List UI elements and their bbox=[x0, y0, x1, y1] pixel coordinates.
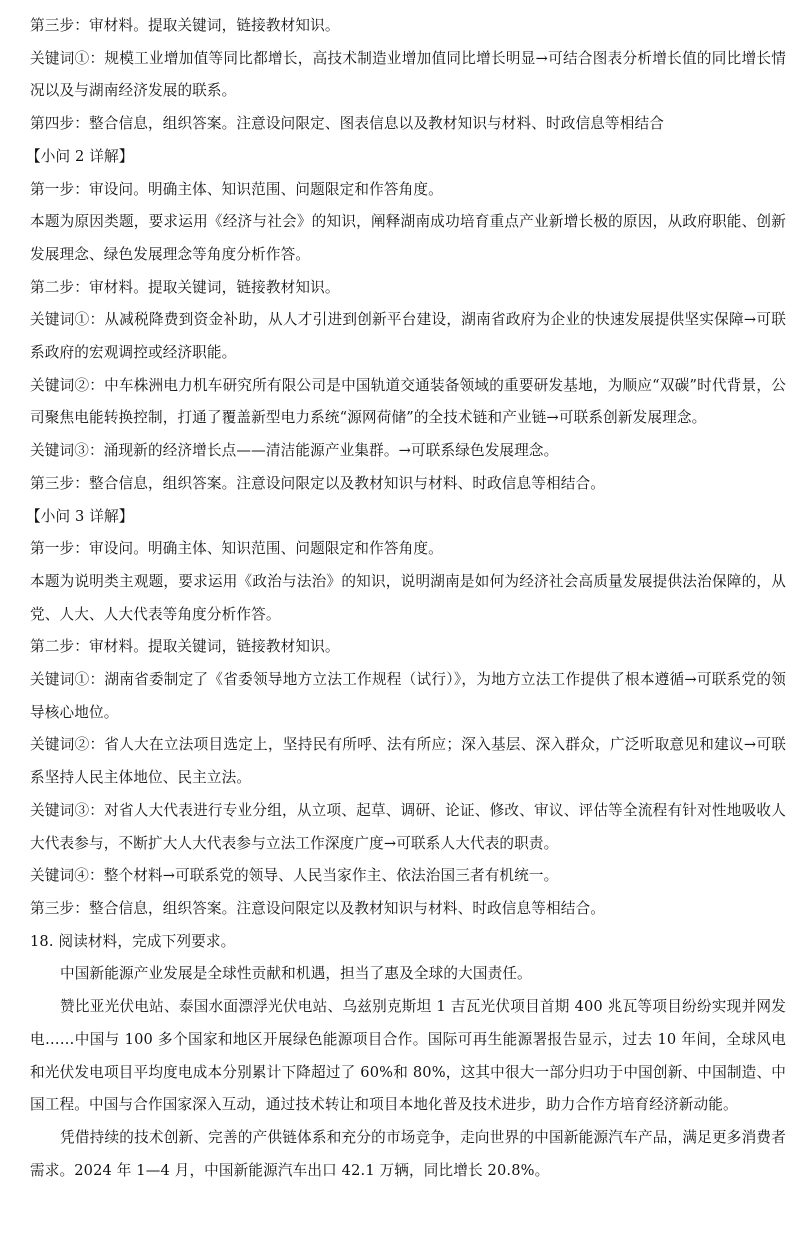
material-paragraph-2: 赞比亚光伏电站、泰国水面漂浮光伏电站、乌兹别克斯坦 1 吉瓦光伏项目首期 400 兆瓦等项目纷纷实现并网发电……中国与 100 多个国家和地区开展绿色能源项目合作。国际可再生能源署报告显示，过去 10 年间，全球风电和光伏发电项目平均度电成本分别累计下降超过了 60%和 80%，这其中很大一部分归功于中国创新、中国制造、中国工程。中国与合作国家深入互动，通过技术转让和项目本地化普及技术进步，助力合作方培育经济新动能。 bbox=[30, 998, 786, 1114]
q3-keyword-4: 关键词④：整个材料→可联系党的领导、人民当家作主、依法治国三者有机统一。 bbox=[30, 867, 559, 885]
question-18-title: 18. 阅读材料，完成下列要求。 bbox=[30, 932, 236, 950]
q2-step1: 第一步：审设问。明确主体、知识范围、问题限定和作答角度。 bbox=[30, 180, 443, 198]
material-paragraph-1: 中国新能源产业发展是全球性贡献和机遇，担当了惠及全球的大国责任。 bbox=[60, 965, 532, 983]
q3-header: 【小问 3 详解】 bbox=[26, 507, 134, 525]
q1-step4: 第四步：整合信息，组织答案。注意设问限定、图表信息以及教材知识与材料、时政信息等相结合 bbox=[30, 115, 664, 133]
q2-description: 本题为原因类题，要求运用《经济与社会》的知识，阐释湖南成功培育重点产业新增长极的原因，从政府职能、创新发展理念、绿色发展理念等角度分析作答。 bbox=[30, 213, 786, 263]
q2-keyword-1: 关键词①：从减税降费到资金补助，从人才引进到创新平台建设，湖南省政府为企业的快速发展提供坚实保障→可联系政府的宏观调控或经济职能。 bbox=[30, 311, 786, 362]
q3-keyword-2: 关键词②：省人大在立法项目选定上，坚持民有所呼、法有所应；深入基层、深入群众，广泛听取意见和建议→可联系坚持人民主体地位、民主立法。 bbox=[30, 736, 786, 787]
q3-step1: 第一步：审设问。明确主体、知识范围、问题限定和作答角度。 bbox=[30, 540, 443, 558]
q3-description: 本题为说明类主观题，要求运用《政治与法治》的知识，说明湖南是如何为经济社会高质量发展提供法治保障的，从党、人大、人大代表等角度分析作答。 bbox=[30, 572, 786, 623]
q3-step2: 第二步：审材料。提取关键词，链接教材知识。 bbox=[30, 638, 340, 656]
q2-step2: 第二步：审材料。提取关键词，链接教材知识。 bbox=[30, 278, 340, 296]
q2-keyword-3: 关键词③：涌现新的经济增长点——清洁能源产业集群。→可联系绿色发展理念。 bbox=[30, 442, 559, 460]
q1-keyword-1: 关键词①：规模工业增加值等同比都增长，高技术制造业增加值同比增长明显→可结合图表分析增长值的同比增长情况以及与湖南经济发展的联系。 bbox=[30, 49, 786, 100]
q3-keyword-1: 关键词①：湖南省委制定了《省委领导地方立法工作规程（试行）》，为地方立法工作提供了根本遵循→可联系党的领导核心地位。 bbox=[30, 671, 786, 721]
q2-header: 【小问 2 详解】 bbox=[26, 147, 134, 165]
q2-step3: 第三步：整合信息，组织答案。注意设问限定以及教材知识与材料、时政信息等相结合。 bbox=[30, 474, 606, 492]
q3-step3: 第三步：整合信息，组织答案。注意设问限定以及教材知识与材料、时政信息等相结合。 bbox=[30, 899, 606, 917]
q2-keyword-2: 关键词②：中车株洲电力机车研究所有限公司是中国轨道交通装备领域的重要研发基地，为顺应“双碳”时代背景，公司聚焦电能转换控制，打通了覆盖新型电力系统“源网荷储”的全技术链和产业链→可联系创新发展理念。 bbox=[30, 376, 786, 427]
material-paragraph-3: 凭借持续的技术创新、完善的产供链体系和充分的市场竞争，走向世界的中国新能源汽车产品，满足更多消费者需求。2024 年 1—4 月，中国新能源汽车出口 42.1 万辆，同比增长 20.8%。 bbox=[30, 1128, 786, 1179]
q1-step3: 第三步：审材料。提取关键词，链接教材知识。 bbox=[30, 17, 340, 34]
q3-keyword-3: 关键词③：对省人大代表进行专业分组，从立项、起草、调研、论证、修改、审议、评估等全流程有针对性地吸收人大代表参与，不断扩大人大代表参与立法工作深度广度→可联系人大代表的职责。 bbox=[30, 801, 786, 852]
